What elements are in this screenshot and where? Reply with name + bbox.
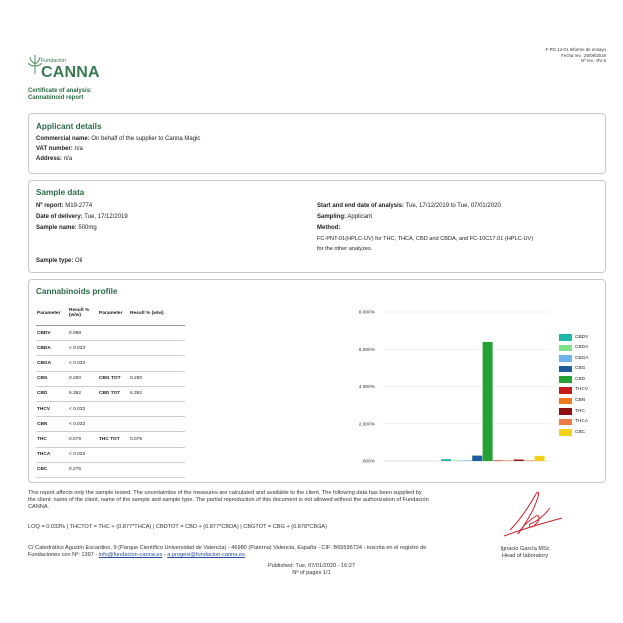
cell-result-2: 0.290 [129,371,185,386]
info-email-link[interactable]: info@fundacion-canna.es [98,552,163,558]
document-meta [545,47,606,64]
legend-swatch [559,419,572,426]
method-line-1: FC-PNT-01(HPLC-UV) for THC, THCA, CBD and CBDA, and FC-10C17.01 (HPLC-UV) [317,236,534,242]
legend-label: CBGA [575,355,589,361]
cell-result-2 [129,462,185,477]
legend-label: CBD [575,376,586,382]
cell-parameter-2 [98,417,129,432]
commercial-name-label: Commercial name: [36,136,90,142]
report-number-field [36,203,92,211]
bar-cbd [483,342,493,461]
cell-result: 6.392 [68,386,98,401]
col-header-result: Result % (w/w) [68,301,98,326]
cell-result-2 [129,326,185,341]
cell-result: < 0.033 [68,356,98,371]
applicant-details-title: Applicant details [36,122,102,131]
cell-parameter-2 [98,462,129,477]
cell-parameter: THCV [36,401,68,416]
cell-parameter-2 [98,326,129,341]
bar-cbn [503,460,513,461]
loq-formula: LOQ = 0.033% | THCTOT = THC + (0.877*THCA) | CBDTOT = CBD + (0.877*CBDA) | CBGTOT = CBG + (0.878*CBGA) [28,524,328,530]
page-count: Nº of pages 1/1 [292,570,331,576]
cell-parameter-2 [98,341,129,356]
legend-swatch [559,345,572,352]
bar-thca [524,460,534,461]
signature-image [500,486,570,544]
table-row [36,417,185,432]
col-header-result-2: Result % (w/w) [129,301,185,326]
delivery-date-field [36,214,128,222]
cell-result: 0.098 [68,326,98,341]
cell-result-2 [129,356,185,371]
sample-name-value: 500mg [78,225,97,231]
y-tick-label: 4.000% [358,385,375,391]
method-field [317,225,340,233]
sample-type-value: Oil [75,258,83,264]
analysis-dates-value: Tue, 17/12/2019 to Tue, 07/01/2020 [405,203,501,209]
table-row [36,432,185,447]
cell-result: < 0.033 [68,341,98,356]
sampling-label: Sampling: [317,214,347,220]
bar-cbg [472,456,482,461]
cell-parameter: CBGA [36,356,68,371]
cell-result: 0.290 [68,371,98,386]
legend-label: THC [575,408,585,414]
published-date: Published: Tue, 07/01/2020 - 16:27 [267,563,356,569]
cell-parameter-2: CBG TOT [98,371,129,386]
delivery-date-value: Tue, 17/12/2019 [84,214,128,220]
logo-canna-text: CANNA [41,64,100,81]
cell-parameter-2: THC TOT [98,432,129,447]
sample-type-label: Sample type: [36,258,74,264]
commercial-name-value: On behalf of the supplier to Canna Magic [91,136,201,142]
sample-name-field [36,225,97,233]
cell-parameter: CBDA [36,341,68,356]
cell-parameter: CBDV [36,326,68,341]
cell-result: < 0.033 [68,401,98,416]
table-row [36,401,185,416]
publication-info [0,563,623,577]
cell-result: 0.275 [68,462,98,477]
cell-parameter: CBD [36,386,68,401]
legend-label: CBC [575,429,586,435]
cell-result-2: 0.079 [129,432,185,447]
cannabis-leaf-icon [28,54,42,76]
signer-block [470,546,580,560]
legend-label: CBG [575,366,586,372]
sample-data-box [28,180,606,273]
cell-result-2 [129,341,185,356]
cell-parameter: THCA [36,447,68,462]
disclaimer [28,490,468,511]
y-tick-label: .000% [361,459,375,465]
sampling-value: Applicant [347,214,373,220]
address-label: Address: [36,156,63,162]
doc-code: F-PG 14-01 Informe de ensayo [545,47,606,52]
cannabinoid-bar-chart [349,302,554,472]
cannabinoids-profile-box [28,279,606,483]
sample-type-field [36,258,82,266]
delivery-date-label: Date of delivery: [36,214,83,220]
method-label: Method: [317,225,341,231]
report-number-value: M19-2774 [65,203,93,209]
legend-swatch [559,355,572,362]
bar-cbda [451,460,461,461]
bar-cbc [535,456,545,461]
cell-parameter-2 [98,356,129,371]
cell-parameter-2 [98,447,129,462]
cell-parameter: CBG [36,371,68,386]
bar-thc [514,460,524,461]
legend-swatch [559,398,572,405]
address-value: n/a [63,156,73,162]
signer-name: Ignacio García MSc [500,546,550,552]
address-line-2-prefix: Fundaciones con Nº: 1397 - [28,552,99,558]
cell-parameter: CBC [36,462,68,477]
disclaimer-line-2: the client: name of the client, name of the sample and sample type. The partial reproduction of this document is not allowed without the authorization of Fundación [28,497,429,503]
bar-cbdv [441,459,451,461]
analysis-dates-label: Start and end date of analysis: [317,203,405,209]
table-row [36,326,185,341]
address-line-1: C/ Catedrático Agustín Escardino, 9 (Parque Científico Universidad de Valencia) - 46980 (Paterna) Valencia, España - CIF: B65596724 - inscrita en el registro de [28,545,427,551]
doc-rev-date: Fecha rev.: 26/09/2019 [561,52,606,58]
cell-parameter: THC [36,432,68,447]
cell-result: < 0.033 [68,447,98,462]
table-row [36,356,185,371]
signer-role: Head of laboratory [501,553,549,559]
cell-result-2 [129,447,185,462]
disclaimer-line-3: CANNA. [28,504,50,510]
legend-label: CBDV [575,334,589,340]
cell-result: < 0.033 [68,417,98,432]
logo-fundacion-text: Fundación [41,58,67,64]
legend-swatch [559,408,572,415]
vat-number-value: n/a [74,146,83,152]
cell-parameter-2 [98,401,129,416]
y-tick-label: 2.000% [358,422,375,428]
legend-label: CBN [575,398,586,404]
table-row [36,371,185,386]
vat-number-label: VAT number: [36,146,73,152]
certificate-title [28,88,92,102]
sampling-field [317,214,372,222]
cannabinoid-results-table [36,301,185,478]
bar-cbga [462,460,472,461]
table-row [36,341,185,356]
table-header-row [36,301,185,326]
address-line-2-sep: - [162,552,168,558]
legend-label: THCV [575,387,589,393]
table-row [36,447,185,462]
legend-swatch [559,366,572,373]
table-row [36,386,185,401]
legend-swatch [559,429,572,436]
bar-thcv [493,460,503,461]
analysis-dates-field [317,203,501,211]
cell-parameter: CBN [36,417,68,432]
commercial-name-field [36,136,200,144]
address-line-2 [28,552,468,559]
fundacion-canna-logo [28,52,108,88]
certificate-line-1: Certificate of analysis: [28,88,93,94]
y-tick-label: 6.000% [358,347,375,353]
method-line-2: for the other analyzes. [317,246,373,252]
certificate-line-2: Cannabinoid report [28,95,84,102]
legend-label: CBDA [575,345,589,351]
company-address [28,545,468,559]
cell-result-2 [129,401,185,416]
table-row [36,462,185,477]
legend-swatch [559,376,572,383]
applicant-details-box [28,113,606,174]
report-number-label: Nº report: [36,203,64,209]
sample-name-label: Sample name: [36,225,77,231]
sample-data-title: Sample data [36,188,85,197]
cell-result-2: 6.392 [129,386,185,401]
cannabinoids-profile-title: Cannabinoids profile [36,287,118,296]
progesi-email-link[interactable]: a.progesi@fundacion-canna.es [167,552,245,558]
address-field [36,156,72,164]
legend-swatch [559,334,572,341]
cell-result: 0.079 [68,432,98,447]
doc-rev-no: Nº rev.: RV 6 [580,58,606,64]
y-tick-label: 8.000% [358,310,375,316]
vat-number-field [36,146,83,154]
col-header-parameter: Parameter [36,301,68,326]
disclaimer-line-1: This report affects only the sample tested. The uncertainties of the measures are calculated and available to the client. The following data has been supplied by [28,490,422,496]
legend-swatch [559,387,572,394]
cell-result-2 [129,417,185,432]
cell-parameter-2: CBD TOT [98,386,129,401]
legend-label: THCA [575,419,589,425]
col-header-parameter-2: Parameter [98,301,129,326]
